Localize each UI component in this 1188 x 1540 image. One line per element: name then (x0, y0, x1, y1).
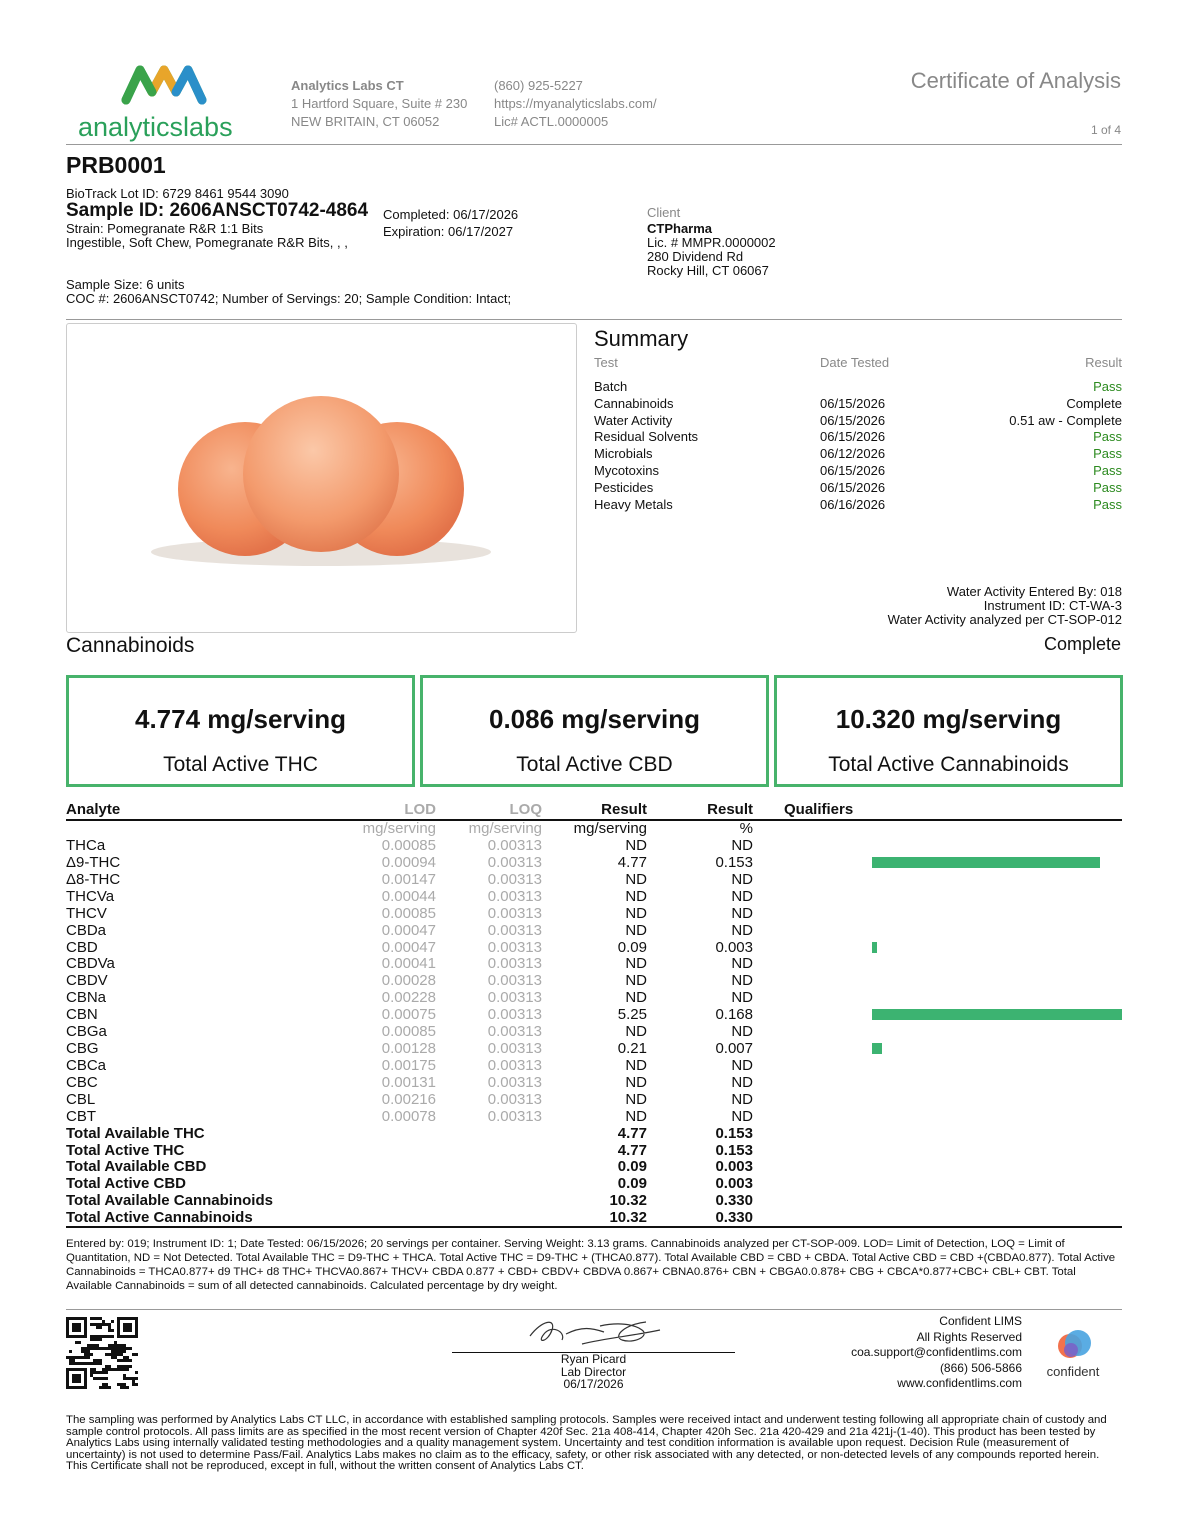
analyte-result: ND (625, 921, 647, 939)
col-result-pct: Result (707, 801, 753, 818)
summary-test: Residual Solvents (594, 429, 699, 445)
table-row (66, 939, 1122, 956)
info-divider (66, 319, 1122, 320)
analyte-name: THCa (66, 837, 106, 854)
lab-address-line1: 1 Hartford Square, Suite # 230 (291, 96, 468, 111)
analyte-loq: 0.00313 (487, 1090, 542, 1108)
sample-type: Ingestible, Soft Chew, Pomegranate R&R Bits, , , (66, 235, 348, 250)
analyte-lod: 0.00075 (381, 1006, 436, 1024)
analyte-lod: 0.00047 (381, 921, 436, 939)
total-percent: 0.330 (715, 1209, 753, 1227)
summary-result: Pass (1093, 496, 1122, 512)
confident-logo (1040, 1326, 1106, 1382)
analyte-lod: 0.00041 (381, 955, 436, 973)
analyte-result: ND (625, 1023, 647, 1041)
analyte-percent: 0.003 (715, 938, 753, 956)
table-row (66, 1057, 1122, 1074)
summary-date: 06/15/2026 (820, 412, 886, 428)
qualifier-bar (872, 942, 877, 953)
table-row (66, 888, 1122, 905)
analyte-percent: ND (731, 1107, 753, 1125)
col-analyte: Analyte (66, 801, 121, 818)
summary-test: Water Activity (594, 412, 673, 428)
analyte-lod: 0.00078 (381, 1107, 436, 1125)
summary-test: Mycotoxins (594, 463, 660, 478)
total-row (66, 1158, 1122, 1175)
table-row (66, 854, 1122, 871)
table-row (66, 871, 1122, 888)
analyte-lod: 0.00094 (381, 853, 436, 871)
total-cbd-box (420, 675, 769, 787)
total-result: 4.77 (617, 1124, 647, 1142)
analyte-lod: 0.00216 (381, 1090, 436, 1108)
summary-result: Pass (1093, 479, 1122, 495)
analyte-result: ND (625, 955, 647, 973)
wa-instrument: Instrument ID: CT-WA-3 (983, 598, 1122, 613)
analyte-loq: 0.00313 (487, 1040, 542, 1058)
signature-image (522, 1314, 667, 1352)
analyte-loq: 0.00313 (487, 938, 542, 956)
summary-test: Microbials (594, 446, 653, 462)
analyte-percent: ND (731, 904, 753, 922)
analyte-loq: 0.00313 (487, 837, 542, 854)
analyte-loq: 0.00313 (487, 921, 542, 939)
cannabinoids-title: Cannabinoids (66, 634, 195, 657)
analyte-result: ND (625, 1056, 647, 1074)
analyte-name: CBDa (66, 921, 107, 939)
table-row (66, 1023, 1122, 1040)
lab-license: Lic# ACTL.0000005 (494, 114, 609, 129)
summary-row (594, 496, 1122, 513)
analyte-name: THCVa (66, 887, 115, 905)
table-row (66, 1040, 1122, 1057)
total-percent: 0.153 (715, 1141, 753, 1159)
table-row (66, 922, 1122, 939)
client-address1: 280 Dividend Rd (647, 249, 744, 264)
analyticslabs-logo (66, 62, 271, 148)
total-percent: 0.003 (715, 1175, 753, 1193)
wa-entered-by: Water Activity Entered By: 018 (946, 584, 1122, 599)
analyte-percent: ND (731, 972, 753, 990)
lab-website[interactable]: https://myanalyticslabs.com/ (494, 96, 657, 111)
total-cannabinoids-box (774, 675, 1123, 787)
total-cbd-value: 0.086 mg/serving (489, 704, 700, 734)
analyte-lod: 0.00147 (381, 870, 436, 888)
summary-date: 06/15/2026 (820, 395, 886, 411)
summary-date: 06/16/2026 (820, 496, 886, 512)
summary-row (594, 412, 1122, 429)
logo-mountains-icon (66, 62, 271, 148)
total-row (66, 1209, 1122, 1226)
summary-col-date: Date Tested (820, 355, 890, 370)
analyte-loq: 0.00313 (487, 870, 542, 888)
analyte-percent: ND (731, 955, 753, 973)
analyte-lod: 0.00228 (381, 989, 436, 1007)
analyte-percent: ND (731, 1056, 753, 1074)
table-row (66, 837, 1122, 854)
total-name: Total Active Cannabinoids (66, 1209, 253, 1227)
qualifier-bar (872, 857, 1100, 868)
summary-row (594, 378, 1122, 395)
lims-name: Confident LIMS (939, 1314, 1022, 1328)
total-cannabinoids-label: Total Active Cannabinoids (828, 753, 1069, 776)
total-row (66, 1175, 1122, 1192)
total-cannabinoids-value: 10.320 mg/serving (835, 704, 1062, 734)
analyte-name: CBT (66, 1107, 96, 1125)
sample-size-info (66, 278, 511, 306)
summary-row (594, 445, 1122, 462)
summary-result: Pass (1093, 379, 1122, 394)
summary-date: 06/12/2026 (820, 446, 886, 462)
total-result: 10.32 (609, 1192, 647, 1210)
header-divider (66, 144, 1122, 145)
total-name: Total Available CBD (66, 1158, 207, 1176)
summary-result: Pass (1093, 429, 1122, 445)
product-photo (66, 323, 577, 633)
table-row (66, 989, 1122, 1006)
analyte-name: CBC (66, 1073, 98, 1091)
lab-name: Analytics Labs CT (291, 78, 404, 93)
soft-chew-image (67, 324, 575, 631)
col-loq: LOQ (509, 801, 542, 818)
total-row (66, 1192, 1122, 1209)
analyte-name: CBG (66, 1040, 99, 1058)
unit-pct: % (739, 820, 753, 837)
analyte-lod: 0.00047 (381, 938, 436, 956)
summary-row (594, 395, 1122, 412)
client-label: Client (647, 205, 681, 220)
wa-sop: Water Activity analyzed per CT-SOP-012 (887, 612, 1122, 627)
total-name: Total Available THC (66, 1124, 205, 1142)
total-name: Total Available Cannabinoids (66, 1192, 273, 1210)
summary-result: Pass (1093, 446, 1122, 462)
lims-info (851, 1314, 1022, 1392)
analyte-name: CBD (66, 938, 98, 956)
total-name: Total Active THC (66, 1141, 185, 1159)
lims-phone: (866) 506-5866 (939, 1360, 1022, 1375)
total-result: 4.77 (617, 1141, 647, 1159)
analyte-result: 0.21 (617, 1040, 647, 1058)
table-row (66, 1006, 1122, 1023)
analyte-lod: 0.00085 (381, 1023, 436, 1041)
summary-title: Summary (594, 326, 689, 351)
qualifier-bar (872, 1043, 882, 1054)
analyte-percent: ND (731, 887, 753, 905)
unit-lod: mg/serving (362, 820, 436, 837)
summary-header (594, 355, 1122, 370)
summary-col-result: Result (1085, 355, 1122, 370)
analyte-loq: 0.00313 (487, 955, 542, 973)
total-thc-label: Total Active THC (163, 753, 318, 776)
footnote-divider (66, 1309, 1122, 1310)
client-info (647, 222, 776, 278)
lab-address-line2: NEW BRITAIN, CT 06052 (291, 114, 440, 129)
analyte-loq: 0.00313 (487, 989, 542, 1007)
total-row (66, 1142, 1122, 1159)
cannabinoid-footnote: Entered by: 019; Instrument ID: 1; Date Tested: 06/15/2026; 20 servings per container. Serving Weight: 3.13 grams. Cannabinoids analyzed per CT-SOP-009. LOD= Limit of Detection, LOQ = Limit of Quantitation, ND = Not Detected. Total Available THC = D9-THC + THCA. Total Active THC = D9-THC + (THCA0.877). Total Available CBD = CBD + CBDA. Total Active CBD = CBD +(CBDA0.877). Total Active Cannabinoids = THCA0.877+ d9 THC+ d8 THC+ THCVA0.867+ THCV+ CBDA 0.877 + CBD+ CBDV+ CBDVA 0.867+ CBNA0.876+ CBN + CBGA0.0.878+ CBG + CBCA*0.877+CBC+ CBL+ CBT. Total Available Cannabinoids = sum of all detected cannabinoids. Calculated percentage by dry weight. (66, 1238, 1116, 1292)
analyte-name: CBL (66, 1090, 96, 1108)
analyte-percent: 0.153 (715, 853, 753, 871)
analyte-name: CBDV (66, 972, 108, 990)
analyte-name: CBNa (66, 989, 107, 1007)
analyte-result: ND (625, 904, 647, 922)
unit-result: mg/serving (573, 820, 647, 837)
analyte-percent: ND (731, 989, 753, 1007)
analyte-name: CBN (66, 1006, 98, 1024)
coc-info: COC #: 2606ANSCT0742; Number of Servings: 20; Sample Condition: Intact; (66, 291, 512, 306)
sample-id: Sample ID: 2606ANSCT0742-4864 (66, 200, 369, 221)
total-thc-value: 4.774 mg/serving (135, 704, 346, 734)
total-percent: 0.330 (715, 1192, 753, 1210)
analyte-loq: 0.00313 (487, 904, 542, 922)
table-row (66, 1091, 1122, 1108)
total-percent: 0.003 (715, 1158, 753, 1176)
analyte-name: CBCa (66, 1056, 107, 1074)
expiration-date: Expiration: 06/17/2027 (383, 224, 514, 239)
analyte-loq: 0.00313 (487, 1056, 542, 1074)
summary-result: Pass (1093, 463, 1122, 478)
total-row (66, 1125, 1122, 1142)
sample-dates (383, 206, 518, 240)
analyte-lod: 0.00085 (381, 837, 436, 854)
summary-test: Pesticides (594, 479, 654, 495)
lims-email[interactable]: coa.support@confidentlims.com (851, 1345, 1022, 1359)
strain-text: Strain: Pomegranate R&R 1:1 Bits (66, 221, 264, 236)
unit-loq: mg/serving (468, 820, 542, 837)
analyte-result: ND (625, 1090, 647, 1108)
analyte-result: ND (625, 1107, 647, 1125)
total-thc-box (66, 675, 415, 787)
analyte-result: ND (625, 837, 647, 854)
summary-row (594, 428, 1122, 445)
analyte-result: ND (625, 1073, 647, 1091)
analyte-lod: 0.00028 (381, 972, 436, 990)
table-row (66, 1108, 1122, 1125)
sample-size: Sample Size: 6 units (66, 277, 185, 292)
svg-text:analyticslabs: analyticslabs (78, 112, 233, 142)
cannabinoids-status: Complete (1043, 634, 1121, 654)
document-title: Certificate of Analysis (910, 68, 1121, 93)
analyte-lod: 0.00175 (381, 1056, 436, 1074)
lims-website[interactable]: www.confidentlims.com (897, 1376, 1022, 1390)
analyte-percent: ND (731, 921, 753, 939)
analyte-percent: ND (731, 870, 753, 888)
sample-strain (66, 222, 348, 250)
total-result: 0.09 (617, 1175, 647, 1193)
table-row (66, 1074, 1122, 1091)
completed-date: Completed: 06/17/2026 (383, 207, 519, 222)
summary-col-test: Test (594, 355, 618, 370)
analyte-result: ND (625, 989, 647, 1007)
total-percent: 0.153 (715, 1124, 753, 1142)
analyte-loq: 0.00313 (487, 887, 542, 905)
analyte-lod: 0.00128 (381, 1040, 436, 1058)
analyte-percent: ND (731, 837, 753, 854)
qr-code-icon[interactable] (66, 1317, 138, 1389)
analyte-name: THCV (66, 904, 107, 922)
analyte-lod: 0.00131 (381, 1073, 436, 1091)
summary-date: 06/15/2026 (820, 479, 886, 495)
analyte-name: CBGa (66, 1023, 107, 1041)
analyte-result: ND (625, 887, 647, 905)
analyte-percent: 0.168 (715, 1006, 753, 1024)
lims-rights: All Rights Reserved (916, 1329, 1022, 1344)
lab-contact (494, 77, 657, 131)
total-name: Total Active CBD (66, 1175, 187, 1193)
analyte-percent: ND (731, 1090, 753, 1108)
analyte-loq: 0.00313 (487, 853, 542, 871)
summary-row (594, 479, 1122, 496)
analyte-lod: 0.00085 (381, 904, 436, 922)
biotrack-lot-id: BioTrack Lot ID: 6729 8461 9544 3090 (66, 186, 289, 201)
table-row (66, 905, 1122, 922)
col-result: Result (601, 801, 647, 818)
client-address2: Rocky Hill, CT 06067 (647, 263, 769, 278)
analyte-loq: 0.00313 (487, 1073, 542, 1091)
client-license: Lic. # MMPR.0000002 (647, 235, 776, 250)
analyte-loq: 0.00313 (487, 1006, 542, 1024)
water-activity-notes (888, 585, 1122, 627)
analyte-loq: 0.00313 (487, 972, 542, 990)
analyte-lod: 0.00044 (381, 887, 436, 905)
signature-block (452, 1353, 735, 1391)
analyte-result: 4.77 (617, 853, 647, 871)
lab-phone: (860) 925-5227 (494, 78, 583, 93)
analyte-result: 0.09 (617, 938, 647, 956)
summary-result: Complete (1066, 395, 1122, 411)
analyte-percent: ND (731, 1023, 753, 1041)
analyte-percent: 0.007 (715, 1040, 753, 1058)
qualifier-bar (872, 1009, 1122, 1020)
analyte-result: 5.25 (617, 1006, 647, 1024)
summary-test: Cannabinoids (594, 395, 674, 411)
disclaimer: The sampling was performed by Analytics Labs CT LLC, in accordance with established sampling protocols. Samples were received intact and underwent testing following all appropriate chain of custody and sample control protocols. All pass limits are as specified in the most recent version of Chapter 420f Sec. 21a 408-414, Chapter 420h Sec. 21a 420-429 and 21a 421j-(1-40). This product has been tested by Analytics Labs using internally validated testing methodologies and a quality management system. Uncertainty and test condition information is available upon request. Decision Rule (measurement of uncertainty) is not used to determine Pass/Fail. Analytics Labs makes no claim as to the efficacy, safety, or other risk associated with any detected, or non-detected levels of any compounds reported herein. This Certificate shall not be reproduced, except in full, without the written consent of Analytics Labs CT. (66, 1414, 1107, 1473)
table-bottom-rule (66, 1226, 1122, 1228)
total-cbd-label: Total Active CBD (516, 753, 673, 776)
total-result: 10.32 (609, 1209, 647, 1227)
summary-row (594, 462, 1122, 479)
table-row (66, 955, 1122, 972)
summary-test: Batch (594, 379, 628, 394)
client-name: CTPharma (647, 221, 713, 236)
lab-address (291, 77, 467, 131)
analyte-name: Δ9-THC (66, 853, 121, 871)
analyte-result: ND (625, 972, 647, 990)
sample-code: PRB0001 (66, 152, 166, 178)
table-row (66, 972, 1122, 989)
analyte-result: ND (625, 870, 647, 888)
summary-date: 06/15/2026 (820, 463, 886, 478)
signer-name: Ryan Picard (560, 1352, 627, 1366)
analyte-name: CBDVa (66, 955, 115, 973)
summary-test: Heavy Metals (594, 496, 673, 512)
analyte-loq: 0.00313 (487, 1107, 542, 1125)
analyte-percent: ND (731, 1073, 753, 1091)
page-number: 1 of 4 (1090, 123, 1121, 137)
summary-date: 06/15/2026 (820, 429, 886, 445)
analyte-name: Δ8-THC (66, 870, 121, 888)
col-qualifiers: Qualifiers (784, 801, 854, 818)
signer-title: Lab Director (560, 1364, 627, 1379)
summary-result: 0.51 aw - Complete (1009, 412, 1122, 428)
total-result: 0.09 (617, 1158, 647, 1176)
col-lod: LOD (404, 801, 436, 818)
analyte-loq: 0.00313 (487, 1023, 542, 1041)
svg-text:confident: confident (1046, 1364, 1100, 1379)
signature-date: 06/17/2026 (563, 1377, 624, 1391)
